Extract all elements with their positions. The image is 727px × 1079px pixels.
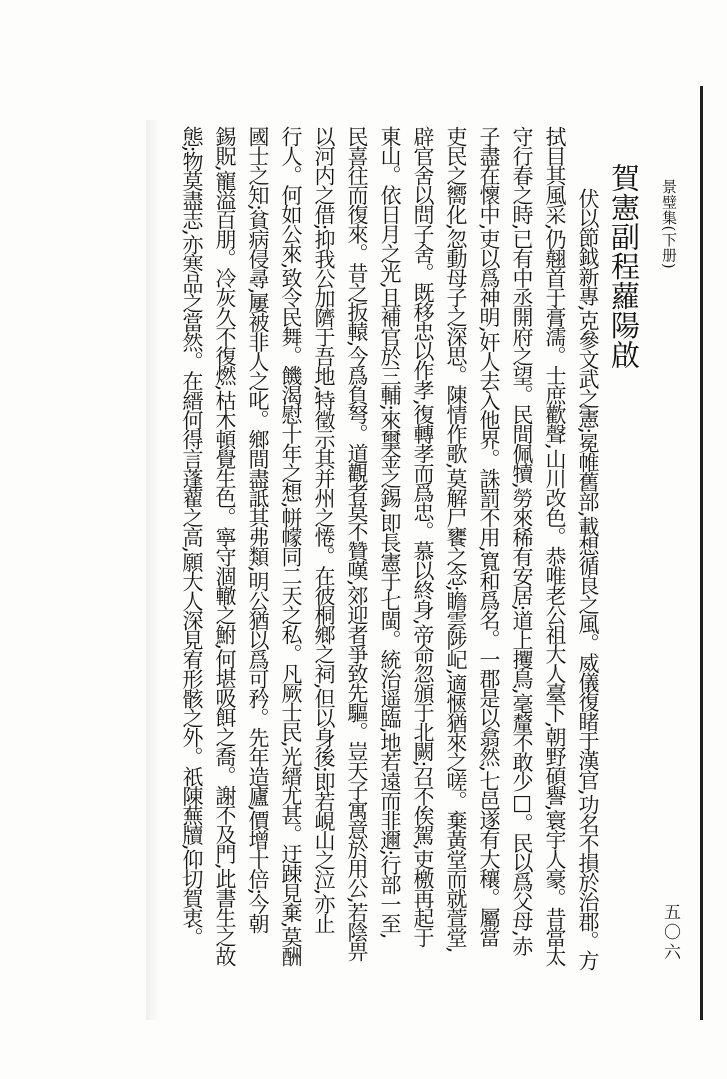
text-column: 子盡在懷中,吏以爲神明,奸人去入他界。誅罰不用,寬和爲名。一郡是以翕然,七邑遂有大穰。屬當: [477, 126, 501, 947]
page-number: 五〇六: [660, 903, 680, 963]
text-column: 吏民之嚮化,忽動母子之深思。陳情作歌,莫解尸饔之念;瞻雲陟屺,適愜猶來之嗟。棄黃堂而就萱堂,: [444, 126, 468, 952]
text-column: 行人。何如公來,致令民舞。饑渴慰十年之想,帡幪同二天之私。凡厥士民,光縉尤甚。迂踈見棄,莫酬: [279, 126, 303, 966]
text-column: 辟官舍以問子舍。既移忠以作孝,復轉孝而爲忠。慕以終身,帝命忽頒于北闕;召不俟駕,吏檄再起于: [411, 126, 435, 947]
text-column: 守行春之時,已有中丞開府之望。民間佩犢,勞來稀有安居;道上攫鳥,毫釐不敢少□。民以爲父母,赤: [510, 126, 534, 955]
text-column: 拭目其風采,仍翹首于膏濡。士庶歡聲,山川改色。恭唯老公祖大人臺下,朝野碩譽,寰宇人豪。昔當太: [543, 126, 567, 966]
running-head: 景璧集(下册): [660, 179, 678, 270]
text-block: [168, 118, 641, 1048]
article-title: 賀憲副程蘿陽啟: [607, 163, 641, 370]
text-column: 東山。依日月之光,且補官於三輔;來璽金之錫,即長憲于七閩。統治遥臨,地若遠而非邇;行部一至,: [378, 126, 402, 938]
page-border-line: [700, 86, 703, 1020]
text-column: 態;物莫盡志,亦寒品之當然。在縉何得言蓬藋之高,願大人深見宥形骸之外。祇陳蕪牘,仰切賀衷。: [180, 126, 204, 947]
page-gutter-shadow: [146, 120, 160, 1020]
text-column: 錫貺,寵溢百朋。冷灰久不復燃,枯木頓覺生色。寧守涸轍之鮒,何堪吸餌之喬。謝不及門,此書生之故: [213, 126, 237, 966]
text-column: 伏以節鉞新專,克參文武之憲;冕帷舊部,載想循良之風。威儀復睹于漢官,功名不損於治郡。方: [576, 188, 600, 970]
text-column: 國士之知;貧病侵尋,屢被非人之叱。鄉間盡詆其弗類,明公猶以爲可矜。先年造廬,價增十倍;今朝: [246, 126, 270, 933]
text-column: 以河内之借;抑我公加隮于吾地,特徵示其并州之惓。在彼桐鄉之祠,但以身後;即若峴山之泣,亦止: [312, 126, 336, 933]
text-column: 民喜往而復來。昔之扳轅,今爲負弩。道觀者莫不贊嘆,郊迎者爭致先驅。豈天子寓意於用公,若陰畀: [345, 126, 369, 961]
